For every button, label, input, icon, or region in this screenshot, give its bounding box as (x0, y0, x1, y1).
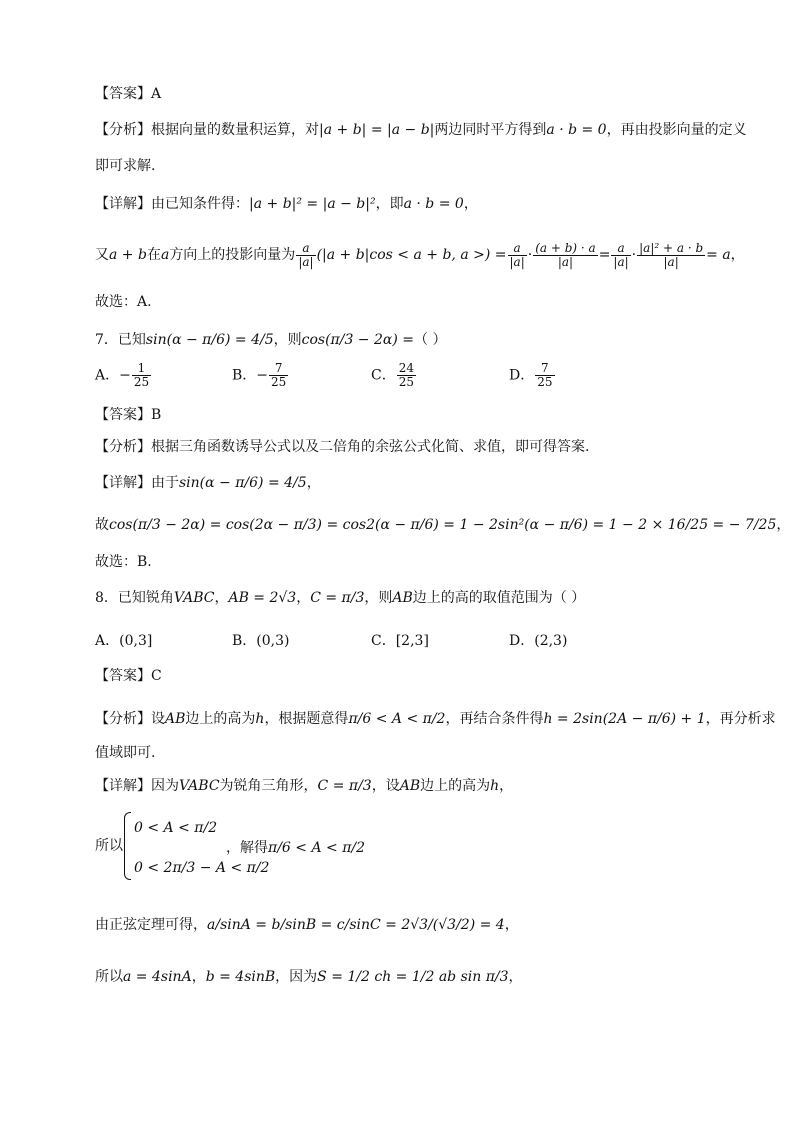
q8-sine-line (95, 908, 519, 942)
q8-system-row2 (134, 858, 269, 878)
frac-numerator: a (302, 240, 310, 255)
math-expr: S = 1/2 ch = 1/2 ab sin π/3 (317, 969, 509, 985)
stem-text: （ ） (414, 332, 447, 348)
frac-denominator: |a| (557, 254, 574, 269)
q8-solve-line (226, 838, 365, 858)
math-expr: 0 < 2π/3 − A < π/2 (134, 860, 270, 876)
q6-choice-line (95, 292, 152, 312)
analysis-text: 边上的高为 (185, 711, 256, 727)
answer-tag: 【答案】 (95, 86, 151, 102)
math-expr: b = 4sinB (205, 969, 276, 985)
detail-text: 在 (146, 247, 161, 263)
math-expr: VABC (179, 778, 220, 794)
option-sign: − (119, 367, 131, 384)
fraction (397, 362, 416, 389)
analysis-tag: 【分析】 (95, 439, 151, 455)
stem-text: 边上的高的取值范围为（ ） (412, 590, 586, 606)
option-label: D． (509, 633, 535, 649)
detail-tag: 【详解】 (95, 778, 151, 794)
option-value: (0,3] (119, 633, 153, 649)
detail-text: 所以 (95, 969, 123, 985)
frac-numerator: a (513, 240, 521, 255)
answer-tag: 【答案】 (95, 407, 151, 423)
math-expr: cos(π/3 − 2α) = (301, 332, 414, 348)
fraction (637, 242, 705, 269)
math-expr: |a + b| = |a − b| (319, 122, 435, 138)
math-expr: h (255, 711, 265, 727)
fraction: $\frac{a}{|a|}$ (509, 240, 525, 269)
q8-system-row1 (134, 818, 217, 838)
math-expr: h = 2sin(2A − π/6) + 1 (543, 711, 706, 727)
detail-text: 又 (95, 247, 109, 263)
option-label: A． (95, 367, 120, 384)
option-label: B． (232, 367, 257, 384)
detail-text: 因为 (151, 778, 179, 794)
stem-text: ， (214, 590, 229, 606)
frac-denominator: 25 (398, 375, 414, 389)
choice-text: 故选：A. (95, 294, 152, 310)
math-expr: a (160, 247, 170, 263)
frac-numerator: a (617, 240, 625, 255)
question-number: 8．已知锐角 (95, 590, 174, 606)
q7-choice-line (95, 552, 152, 572)
math-expr: VABC (173, 590, 215, 606)
math-expr: sin(α − π/6) = 4/5 (145, 332, 274, 348)
math-expr: AB (399, 778, 421, 794)
detail-text: 为锐角三角形， (219, 778, 318, 794)
math-expr: a = 4sinA (123, 969, 192, 985)
q8-detail-line (95, 776, 513, 796)
detail-text: 方向上的投影向量为 (169, 247, 296, 263)
q7-detail-line (95, 466, 321, 500)
math-expr: h (490, 778, 500, 794)
q7-detail-derivation (95, 508, 790, 542)
frac-denominator: 25 (133, 375, 150, 389)
detail-text: 由已知条件得： (151, 196, 249, 212)
q6-analysis-line (95, 120, 747, 140)
q8-system-prefix (95, 836, 123, 856)
fraction: $\frac{a}{|a|}$ (613, 240, 629, 269)
frac-denominator: 25 (271, 375, 287, 389)
analysis-text: 根据三角函数诱导公式以及二倍角的余弦公式化简、求值，即可得答案. (151, 439, 590, 455)
math-expr: C = π/3 (310, 590, 365, 606)
frac-numerator: 7 (269, 362, 288, 376)
detail-text: ，因为 (275, 969, 318, 985)
q6-projection-line: 又a + b在a方向上的投影向量为 $\frac{a}{|a|}$ (|a + b|cos < a + b, a >) = $\frac{a}{|a|}$ · $\frac{(a + b) \cdot a}{|a|}$ = $\frac{a}{|a|}$ · $\frac{\text{|a|² + a · b}}{|a|}$ = a， (95, 240, 745, 269)
q8-option-a[interactable] (95, 630, 152, 650)
question-number: 7．已知 (95, 332, 146, 348)
frac-numerator: |a|² + a · b (639, 240, 704, 255)
q6-answer-line (95, 84, 161, 104)
detail-text: ， (776, 517, 791, 533)
q8-answer-line (95, 666, 162, 686)
q8-stem (95, 588, 585, 608)
analysis-text: ，再由投影向量的定义 (606, 122, 747, 138)
fraction (132, 362, 151, 389)
math-expr: cos(π/3 − 2α) = cos(2α − π/3) = cos2(α − π/6) = 1 − 2sin²(α − π/6) = 1 − 2 × 16/25 = − 7/25 (109, 517, 777, 533)
detail-text: ，设 (371, 778, 400, 794)
analysis-text: 即可求解. (95, 158, 156, 174)
fraction (533, 242, 597, 269)
math-expr: a/sinA = b/sinB = c/sinC = 2√3/(√3/2) = 4 (207, 917, 505, 933)
analysis-tag: 【分析】 (95, 122, 151, 138)
option-label: C． (371, 633, 396, 649)
analysis-text: 根据向量的数量积运算，对 (151, 122, 319, 138)
frac-numerator: 7 (535, 362, 554, 376)
frac-denominator: a (302, 254, 310, 269)
stem-text: ， (296, 590, 311, 606)
option-value: [2,3] (395, 633, 429, 649)
fraction: $\frac{a}{|a|}$ (298, 240, 314, 269)
choice-text: 故选：B. (95, 554, 152, 570)
frac-denominator: a (513, 254, 521, 269)
answer-value: A (151, 86, 162, 102)
detail-text: ， (504, 917, 519, 933)
frac-numerator: 1 (132, 362, 151, 376)
detail-text: 由于 (151, 475, 179, 491)
detail-text: 所以 (95, 838, 123, 854)
option-value: (0,3) (256, 633, 290, 649)
option-label: A． (95, 633, 120, 649)
stem-text: ，则 (364, 590, 393, 606)
q7-option-b[interactable] (232, 362, 289, 389)
frac-numerator: (a + b) · a (535, 240, 596, 255)
math-expr: (|a + b|cos < a + b, a >) = (316, 247, 507, 263)
q7-option-d[interactable] (509, 362, 556, 389)
q7-option-c[interactable] (371, 362, 417, 389)
math-expr: a · b = 0 (546, 122, 607, 138)
math-expr: a · b = 0 (403, 196, 464, 212)
option-sign: − (256, 367, 269, 384)
detail-text: ，解得 (226, 840, 268, 856)
option-label: B． (232, 633, 257, 649)
answer-tag: 【答案】 (95, 668, 151, 684)
detail-text: ， (508, 969, 523, 985)
detail-text: 边上的高为 (420, 778, 491, 794)
math-expr: sin(α − π/6) = 4/5 (179, 475, 307, 491)
frac-numerator: 24 (398, 361, 414, 375)
math-expr: AB (165, 711, 186, 727)
detail-text: ， (306, 475, 321, 491)
q7-option-a[interactable] (95, 362, 152, 389)
q6-analysis-cont (95, 156, 155, 176)
option-label: D． (509, 367, 535, 384)
q8-option-d[interactable] (509, 630, 567, 650)
math-expr: a + b (109, 247, 147, 263)
math-expr: |a + b|² = |a − b|² (249, 196, 376, 212)
analysis-text: 两边同时平方得到 (434, 122, 547, 138)
q8-last-line (95, 960, 523, 994)
analysis-text: ，再分析求 (705, 711, 776, 727)
math-expr: C = π/3 (317, 778, 372, 794)
q8-analysis-line (95, 702, 776, 736)
option-value: (2,3) (534, 633, 568, 649)
detail-text: ，即 (375, 196, 404, 212)
detail-tag: 【详解】 (95, 196, 151, 212)
analysis-tag: 【分析】 (95, 711, 151, 727)
system-brace (124, 812, 131, 880)
frac-denominator: a (617, 254, 625, 269)
q8-option-c[interactable] (371, 630, 429, 650)
math-expr: π/6 < A < π/2 (348, 711, 446, 727)
q8-option-b[interactable] (232, 630, 290, 650)
q7-stem (95, 323, 446, 357)
analysis-text: ，根据题意得 (264, 711, 349, 727)
math-expr: AB = 2√3 (228, 590, 297, 606)
q6-detail-line (95, 194, 478, 214)
frac-denominator: |a| (663, 254, 679, 269)
analysis-text: ，再结合条件得 (445, 711, 544, 727)
stem-text: ，则 (273, 332, 302, 348)
detail-text: ， (463, 196, 478, 212)
fraction (535, 362, 554, 389)
detail-text: 故 (95, 517, 109, 533)
math-expr: π/6 < A < π/2 (268, 840, 366, 856)
q7-analysis-line (95, 437, 589, 457)
math-expr: AB (392, 590, 413, 606)
answer-value: C (151, 668, 162, 684)
detail-text: ， (191, 969, 206, 985)
analysis-text: 设 (151, 711, 165, 727)
detail-tag: 【详解】 (95, 475, 151, 491)
fraction (269, 362, 288, 389)
frac-denominator: 25 (537, 375, 553, 389)
answer-value: B (151, 407, 162, 423)
detail-text: ， (499, 778, 514, 794)
detail-text: 由正弦定理可得， (95, 917, 207, 933)
q7-answer-line (95, 405, 161, 425)
analysis-text: 值域即可. (95, 745, 156, 761)
option-label: C． (371, 367, 396, 384)
q8-analysis-cont (95, 743, 155, 763)
math-expr: 0 < A < π/2 (134, 820, 218, 836)
math-expr: = a (706, 247, 731, 263)
